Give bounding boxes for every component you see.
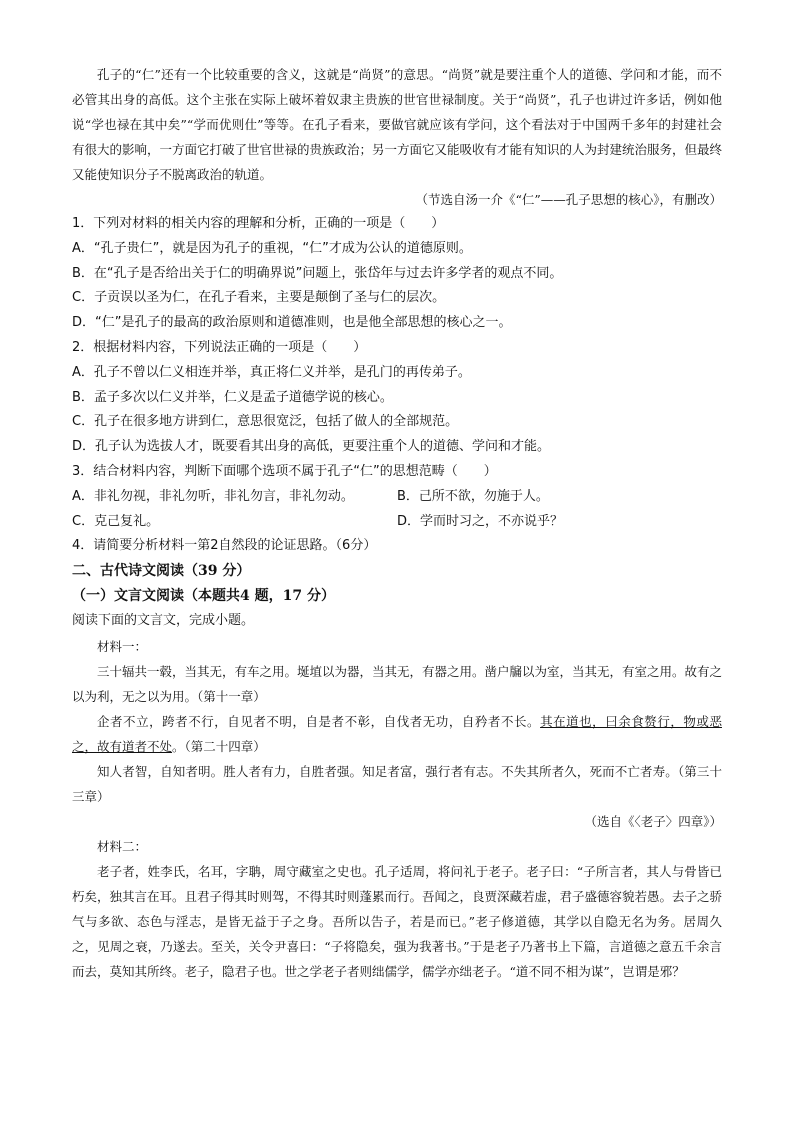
question-4: 4．请简要分析材料一第2自然段的论证思路。（6分）: [72, 538, 377, 554]
underlined-sentence: 其在道也，曰余食赘行，: [540, 713, 684, 729]
question-stem: 3．结合材料内容，判断下面哪个选项不属于孔子“仁”的思想范畴（ ）: [72, 463, 497, 479]
section-title: 二、古代诗文阅读（39 分）: [72, 563, 251, 580]
material-1-para-1: 三十辐共一毂，当其无，有车之用。埏埴以为器，当其无，有器之用。凿户牖以为室，当其无，有室之用。故有之以为利，无之以为用。（第十一章）: [72, 663, 723, 704]
option-a: A．“孔子贵仁”，就是因为孔子的重视，“仁”才成为公认的道德原则。: [72, 240, 472, 256]
text-run: 。（第二十四章）: [172, 738, 266, 754]
material-1-label: 材料一：: [97, 638, 148, 654]
option-c: C．子贡误以圣为仁，在孔子看来，主要是颠倒了圣与仁的层次。: [72, 290, 446, 306]
material-1-para-2: [72, 709, 722, 759]
passage-paragraph: 孔子的“仁”还有一个比较重要的含义，这就是“尚贤”的意思。“尚贤”就是要注重个人的道德、学问和才能，而不必管其出身的高低。这个主张在实际上破坏着奴隶主贵族的世官世禄制度。关于“尚贤”，孔子也讲过许多话，例如他说“学也禄在其中矣”“学而优则仕”等等。在孔子看来，要做官就应该有学问，这个看法对于中国两千多年的封建社会有很大的影响，一方面它打破了世官世禄的贵族政治；另一方面它又能吸收有才能有知识的人为封建统治服务，但最终又能使知识分子不脱离政治的轨道。: [72, 67, 723, 182]
question-3: [72, 460, 722, 534]
passage-source: （节选自汤一介《“仁”——孔子思想的核心》，有删改）: [415, 192, 722, 207]
option-row: [72, 510, 722, 535]
option-row: [72, 485, 722, 510]
material-1-para-3: 知人者智，自知者明。胜人者有力，自胜者强。知足者富，强行者有志。不失其所者久，死而不亡者寿。（第三十三章）: [72, 763, 722, 804]
option-b: B．在“孔子是否给出关于仁的明确界说”问题上，张岱年与过去许多学者的观点不同。: [72, 265, 563, 281]
question-stem: 2．根据材料内容，下列说法正确的一项是（ ）: [72, 339, 367, 355]
option-d: D．孔子认为选拔人才，既要看其出身的高低，更要注重个人的道德、学问和才能。: [72, 439, 551, 455]
material-2-label: 材料二：: [97, 838, 148, 854]
option-c: C．克己复礼。: [72, 513, 160, 529]
option-b: B．己所不欲，勿施于人。: [397, 488, 549, 504]
option-c: C．孔子在很多地方讲到仁，意思很宽泛，包括了做人的全部规范。: [72, 414, 459, 430]
option-b: B．孟子多次以仁义并举，仁义是孟子道德学说的核心。: [72, 389, 393, 405]
material-2-para: 老子者，姓李氏，名耳，字聃，周守藏室之史也。孔子适周，将问礼于老子。老子曰：“子所言者，其人与骨皆已朽矣，独其言在耳。且君子得其时则驾，不得其时则蓬累而行。吾闻之，良贾深藏若虚，君子盛德容貌若愚。去子之骄气与多欲、态色与淫志，是皆无益于子之身。吾所以告子，若是而已。”老子修道德，其学以自隐无名为务。居周久之，见周之衰，乃遂去。至关，关令尹喜曰：“子将隐矣，强为我著书。”于是老子乃著书上下篇，言道德之意五千余言而去，莫知其所终。老子，隐君子也。世之学老子者则绌儒学，儒学亦绌老子。“道不同不相为谋”，岂谓是邪？: [72, 863, 723, 979]
section-intro: 阅读下面的文言文，完成小题。: [72, 613, 255, 629]
underlined-sentence: 物或恶之，故有道者不处: [72, 713, 722, 754]
exam-page: [72, 62, 722, 984]
section-subtitle: （一）文言文阅读（本题共4 题，17 分）: [72, 588, 335, 605]
question-2: [72, 336, 722, 460]
option-a: A．孔子不曾以仁义相连并举，真正将仁义并举，是孔门的再传弟子。: [72, 364, 471, 380]
option-d: D．学而时习之，不亦说乎？: [397, 513, 564, 529]
text-run: 企者不立，跨者不行，自见者不明，自是者不彰，自伐者无功，自矜者不长。: [97, 713, 541, 729]
option-a: A．非礼勿视，非礼勿听，非礼勿言，非礼勿动。: [72, 488, 354, 504]
material-1-source: （选自《〈老子〉四章》）: [584, 813, 722, 829]
option-d: D．“仁”是孔子的最高的政治原则和道德准则，也是他全部思想的核心之一。: [72, 315, 512, 331]
question-stem: 1．下列对材料的相关内容的理解和分析，正确的一项是（ ）: [72, 216, 445, 231]
question-1: [72, 212, 722, 336]
